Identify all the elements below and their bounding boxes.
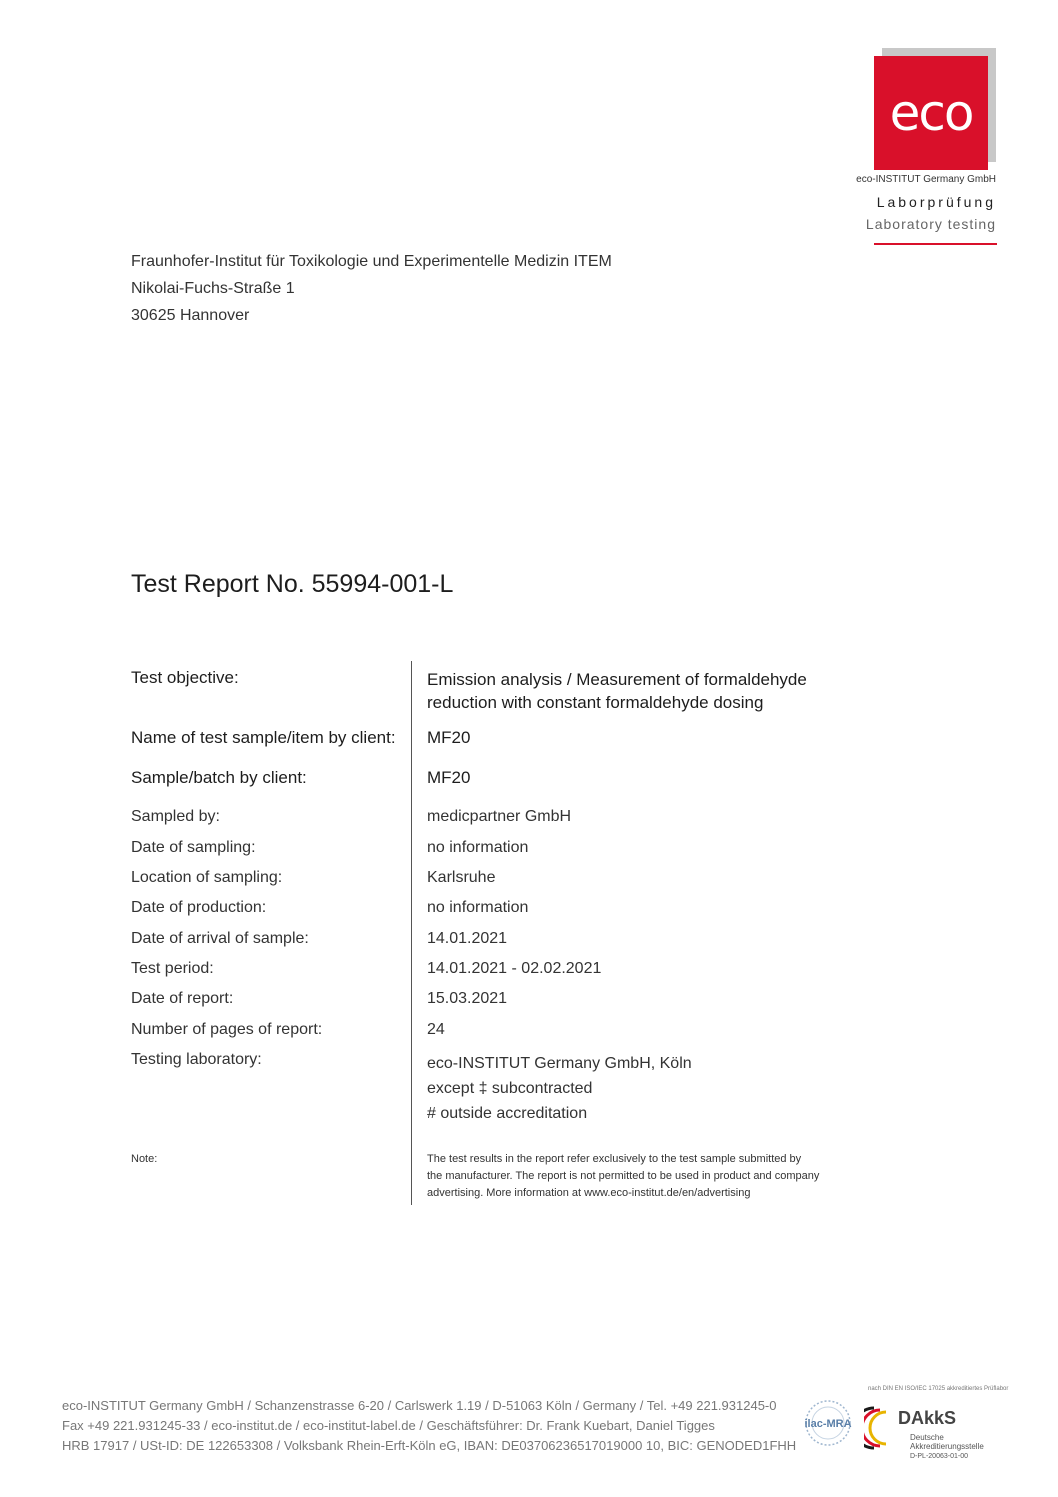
field-value: 24	[427, 1021, 445, 1038]
field-value: medicpartner GmbH	[427, 808, 572, 825]
field-label: Date of arrival of sample:	[131, 930, 309, 947]
note-label: Note:	[131, 1153, 158, 1165]
field-label: Test period:	[131, 960, 214, 977]
dakks-line: D-PL-20063-01-00	[910, 1453, 968, 1460]
note-text: The test results in the report refer exclusively to the test sample submitted by the manufacturer. The report is not permitted to be used in product and company advertising. More information at www.eco-institut.de/en/advertising	[427, 1153, 820, 1199]
field-label: Date of sampling:	[131, 839, 256, 856]
field-label: Date of report:	[131, 990, 234, 1007]
ilac-mra-logo	[799, 1399, 857, 1447]
report-title: Test Report No. 55994-001-L	[131, 570, 454, 598]
sample-name-value: MF20	[427, 728, 471, 747]
address-line: Nikolai-Fuchs-Straße 1	[131, 280, 295, 297]
field-value: 15.03.2021	[427, 990, 508, 1007]
ilac-mra-text: ilac-MRA	[804, 1418, 852, 1430]
logo-company-name: eco-INSTITUT Germany GmbH	[856, 174, 996, 185]
address-line: Fraunhofer-Institut für Toxikologie und Experimentelle Medizin ITEM	[131, 253, 612, 270]
test-objective-value: Emission analysis / Measurement of formaldehyde reduction with constant formaldehyde dosing	[427, 670, 807, 712]
batch-label: Sample/batch by client:	[131, 768, 307, 787]
recipient-address	[131, 248, 612, 329]
field-value: 14.01.2021	[427, 930, 508, 947]
laboratory-label-de: Laborprüfung	[876, 194, 996, 210]
company-footer: eco-INSTITUT Germany GmbH / Schanzenstrasse 6-20 / Carlswerk 1.19 / D-51063 Köln / Germany / Tel. +49 221.931245-0 Fax +49 221.931245-33 / eco-institut.de / eco-institut-label.de / Geschäftsführer: Dr. Frank Kuebart, Daniel Tigges HRB 17917 / USt-ID: DE 122653308 / Volksbank Rhein-Erft-Köln eG, IBAN: DE03706236517019000 10, BIC: GENODED1FHH	[62, 1398, 797, 1453]
dakks-line: Akkreditierungsstelle	[910, 1442, 984, 1451]
dakks-line: Deutsche	[910, 1433, 944, 1442]
logo-underline	[874, 243, 997, 245]
field-value: no information	[427, 899, 529, 916]
field-label: Location of sampling:	[131, 869, 283, 886]
column-divider	[411, 661, 412, 1205]
field-label: Date of production:	[131, 899, 267, 916]
dakks-logo	[864, 1398, 1004, 1470]
testing-lab-value: eco-INSTITUT Germany GmbH, Köln except ‡ subcontracted # outside accreditation	[427, 1055, 692, 1122]
field-label: Number of pages of report:	[131, 1021, 323, 1038]
field-value: Karlsruhe	[427, 869, 496, 886]
testing-lab-label: Testing laboratory:	[131, 1051, 262, 1068]
dakks-name: DAkkS	[898, 1408, 957, 1428]
sample-name-label: Name of test sample/item by client:	[131, 728, 396, 747]
field-value: 14.01.2021 - 02.02.2021	[427, 960, 602, 977]
field-value: no information	[427, 839, 529, 856]
laboratory-label-en: Laboratory testing	[865, 216, 996, 232]
eco-logo-text: eco	[889, 84, 973, 142]
accreditation-note: nach DIN EN ISO/IEC 17025 akkreditiertes Prüflabor	[868, 1386, 1009, 1392]
address-line: 30625 Hannover	[131, 307, 250, 324]
batch-value: MF20	[427, 768, 471, 787]
test-objective-label: Test objective:	[131, 668, 239, 687]
field-label: Sampled by:	[131, 808, 220, 825]
